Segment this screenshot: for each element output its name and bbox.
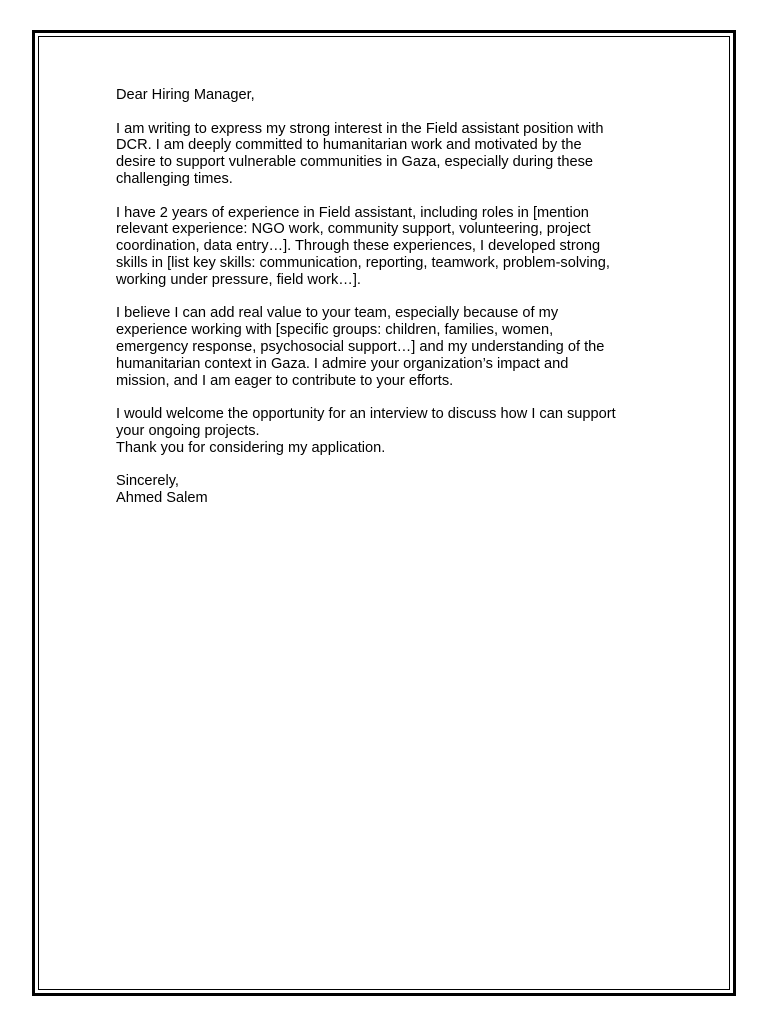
paragraph-line: Thank you for considering my application. [116, 439, 386, 456]
paragraph-line: relevant experience: NGO work, community support, volunteering, project [116, 221, 591, 238]
paragraph-interest [116, 121, 676, 188]
paragraph-line: your ongoing projects. [116, 422, 260, 439]
paragraph-line: desire to support vulnerable communities in Gaza, especially during these [116, 154, 593, 171]
paragraph-line: working under pressure, field work…]. [116, 271, 361, 288]
paragraph-line: skills in [list key skills: communication, reporting, teamwork, problem-solving, [116, 254, 610, 271]
paragraph-line: I would welcome the opportunity for an interview to discuss how I can support [116, 406, 616, 423]
paragraph-gap [116, 188, 676, 205]
paragraph-gap [116, 389, 676, 406]
paragraph-line: challenging times. [116, 170, 233, 187]
paragraph-interview [116, 406, 676, 456]
paragraph-line: mission, and I am eager to contribute to your efforts. [116, 372, 454, 389]
paragraph-line: I believe I can add real value to your team, especially because of my [116, 305, 559, 322]
paragraph-gap [116, 289, 676, 306]
paragraph-line: DCR. I am deeply committed to humanitarian work and motivated by the [116, 137, 582, 154]
paragraph-value [116, 305, 676, 389]
paragraph-line: I have 2 years of experience in Field assistant, including roles in [mention [116, 204, 589, 221]
paragraph-line: I am writing to express my strong interest in the Field assistant position with [116, 120, 604, 137]
paragraph-gap [116, 104, 676, 121]
signature-name: Ahmed Salem [116, 490, 208, 507]
paragraph-experience [116, 205, 676, 289]
cover-letter [116, 87, 676, 507]
closing: Sincerely, [116, 473, 179, 490]
paragraph-line: humanitarian context in Gaza. I admire your organization’s impact and [116, 355, 569, 372]
paragraph-line: experience working with [specific groups: children, families, women, [116, 322, 554, 339]
salutation: Dear Hiring Manager, [116, 87, 255, 103]
paragraph-line: coordination, data entry…]. Through these experiences, I developed strong [116, 238, 601, 255]
paragraph-gap [116, 457, 676, 474]
paragraph-line: emergency response, psychosocial support…] and my understanding of the [116, 338, 605, 355]
